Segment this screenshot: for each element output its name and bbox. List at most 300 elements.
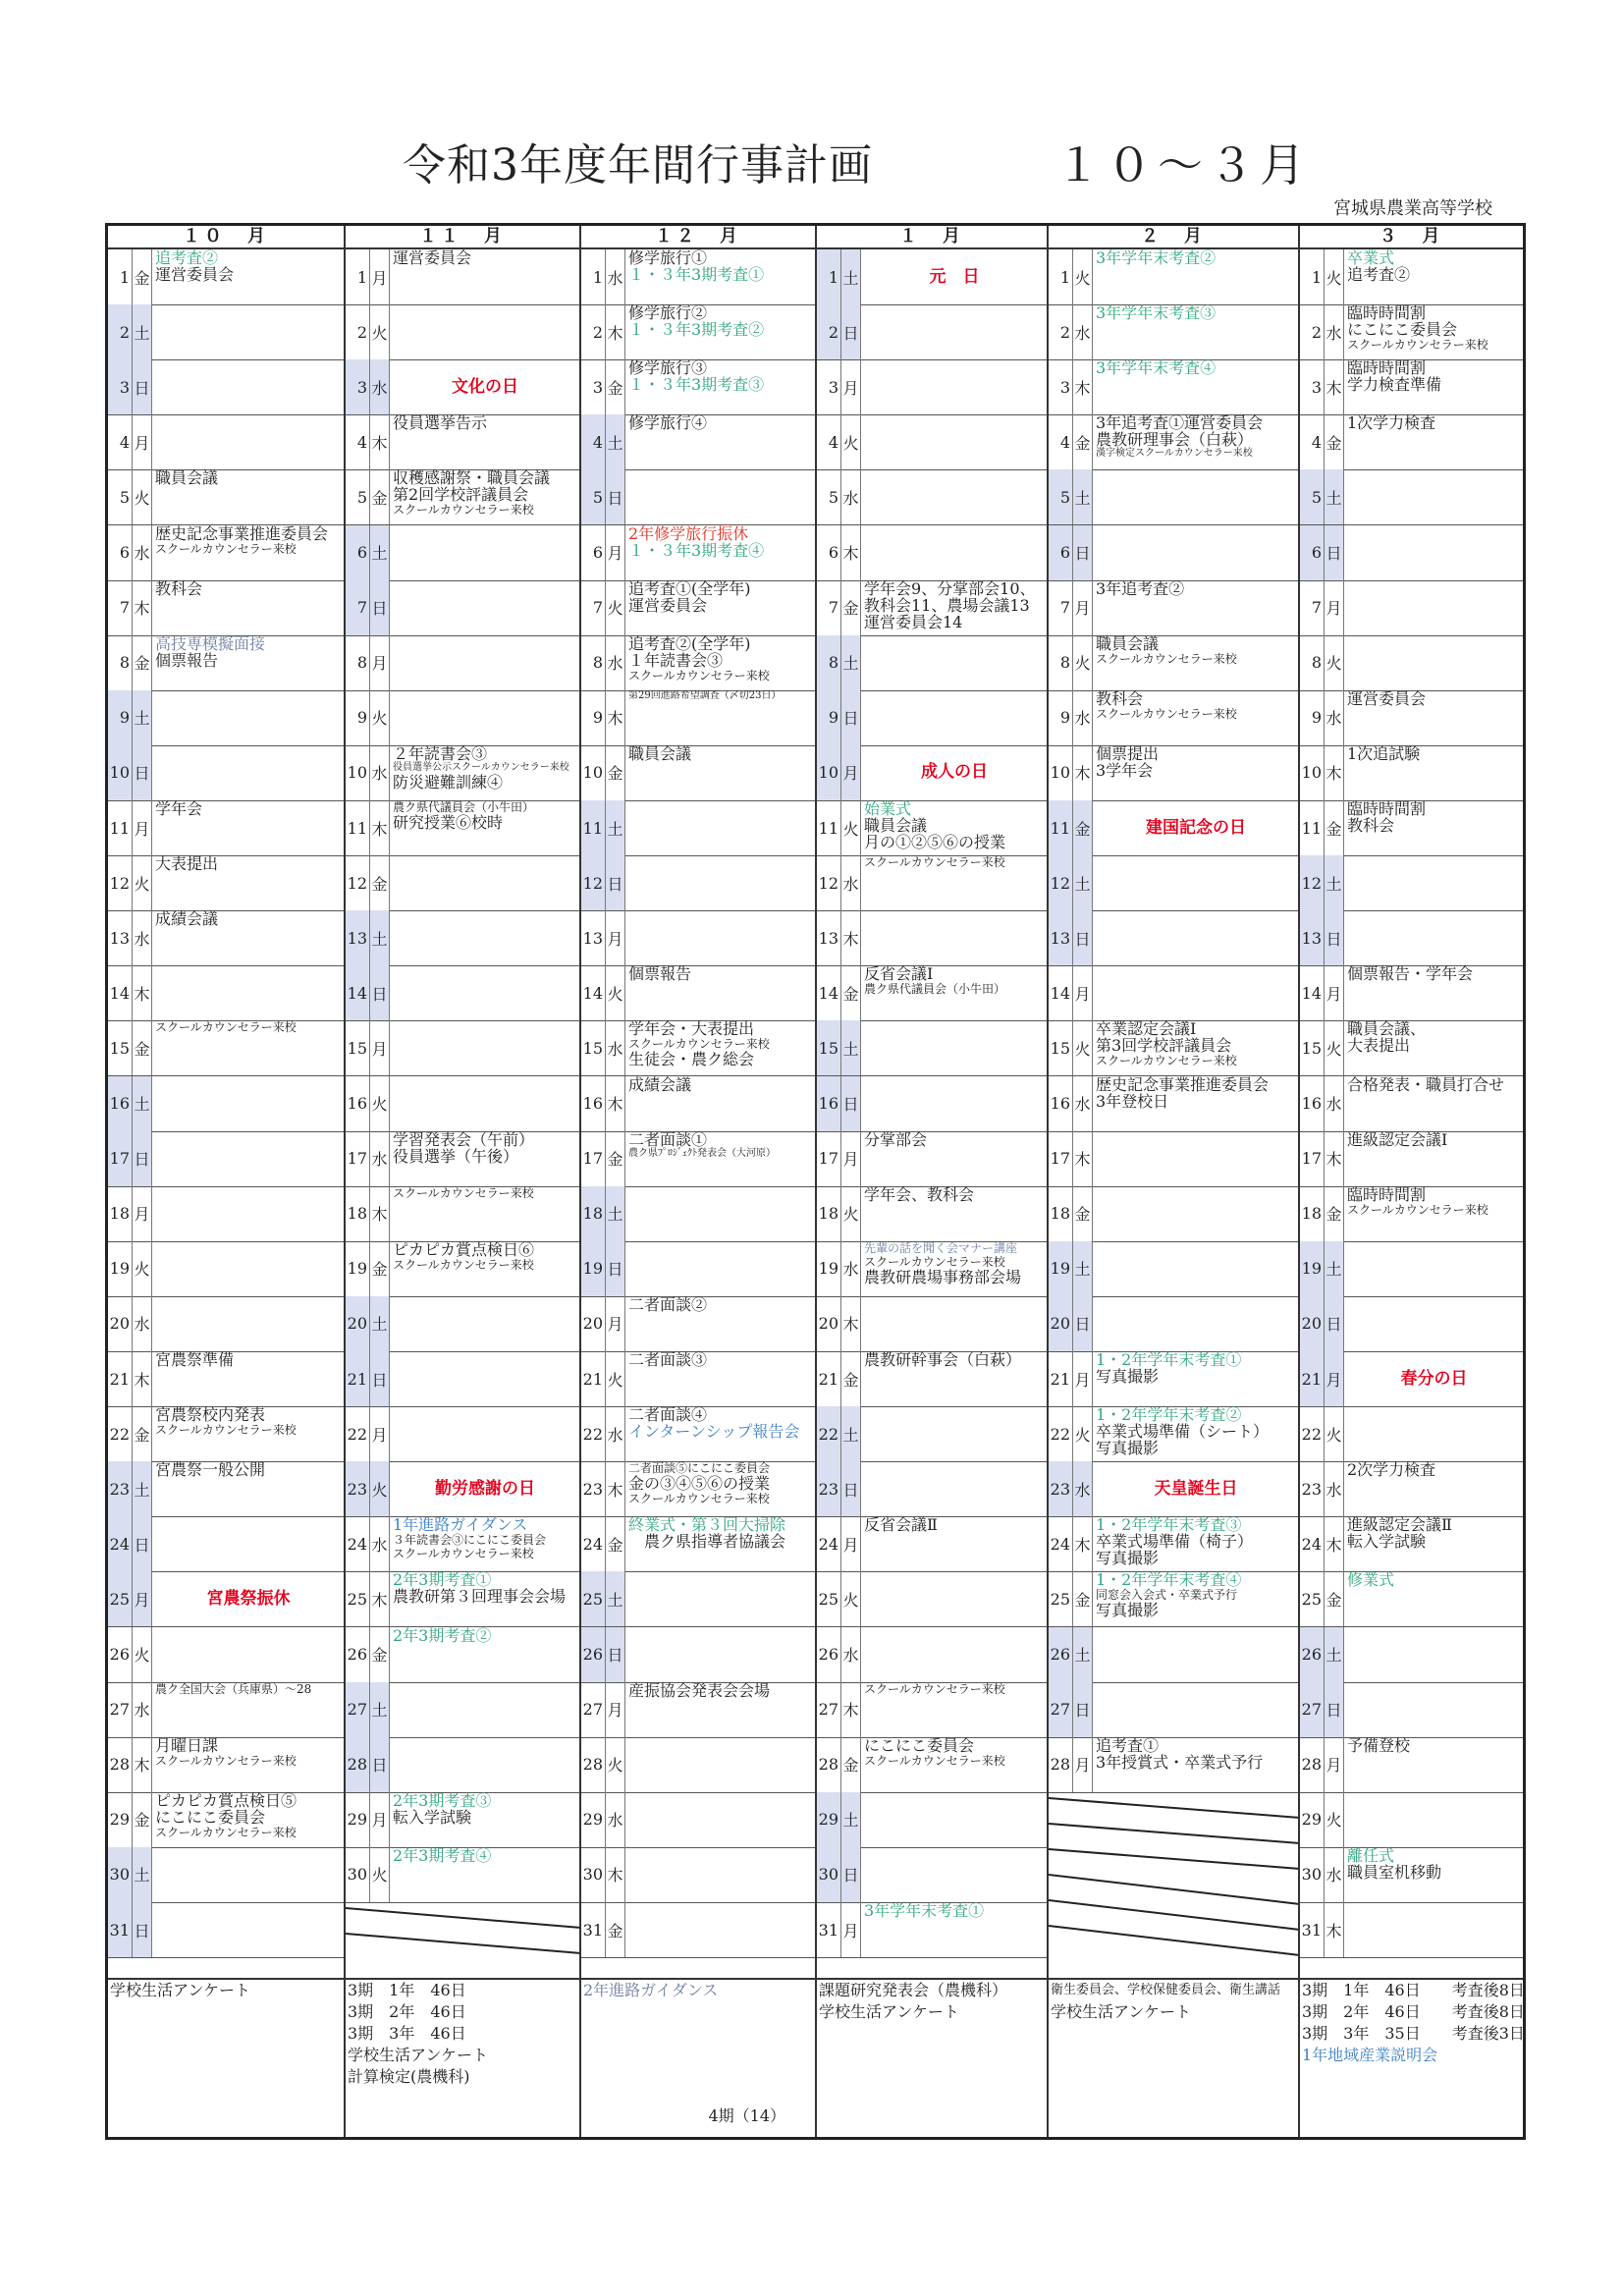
day-events (155, 855, 342, 910)
day-events (628, 1076, 813, 1131)
day-events (393, 800, 577, 855)
event-text: 写真撮影 (1096, 1439, 1160, 1458)
day-events (628, 1682, 813, 1737)
weekday: 金 (133, 249, 152, 304)
event-text: 歴史記念事業推進委員会 (1096, 1075, 1270, 1094)
day-events (628, 1792, 813, 1847)
day-row (346, 1847, 579, 1903)
day-events (628, 1351, 813, 1406)
day-row (346, 1241, 579, 1297)
day-number: 5 (817, 469, 841, 524)
day-number: 20 (1300, 1296, 1325, 1351)
weekday: 金 (606, 359, 625, 414)
day-number: 28 (581, 1737, 606, 1792)
day-row (346, 910, 579, 966)
day-events (628, 745, 813, 800)
weekday: 水 (841, 855, 861, 910)
day-number: 24 (108, 1516, 133, 1571)
event-text: 農ク県指導者協議会 (628, 1532, 786, 1552)
weekday: 月 (133, 1571, 152, 1626)
weekday: 土 (1073, 469, 1093, 524)
weekday: 木 (133, 580, 152, 635)
hatch-line (1049, 1849, 1300, 1869)
day-events (1347, 855, 1521, 910)
event-text: ２年読書会③ (393, 744, 488, 763)
day-row (1049, 469, 1298, 525)
month-column (579, 226, 815, 2137)
event-text: 1次追試験 (1347, 744, 1421, 763)
day-row (108, 1406, 344, 1462)
day-events (393, 359, 577, 414)
day-row (1049, 690, 1298, 746)
hatch-line (1049, 1798, 1300, 1818)
weekday: 日 (606, 1627, 625, 1682)
day-row (817, 1737, 1047, 1793)
hatch-line (1049, 1900, 1300, 1930)
event-text: 運営委員会14 (864, 612, 963, 631)
weekday: 月 (370, 249, 390, 304)
day-number: 9 (1300, 690, 1325, 745)
event-text: にこにこ委員会 (1347, 320, 1458, 340)
weekday: 金 (1325, 414, 1344, 469)
day-number: 17 (346, 1131, 370, 1186)
day-events (628, 690, 813, 745)
event-text: 研究授業⑥校時 (393, 813, 504, 832)
day-row (346, 469, 579, 525)
day-number: 17 (581, 1131, 606, 1186)
note-text: 学校生活アンケート (348, 2046, 489, 2064)
event-text: 職員会議 (1096, 634, 1160, 653)
day-events (1096, 1682, 1296, 1737)
day-number: 12 (346, 855, 370, 910)
day-number: 11 (817, 800, 841, 855)
event-text: スクールカウンセラー来校 (155, 541, 297, 556)
day-events (393, 1020, 577, 1075)
day-row (346, 304, 579, 360)
weekday: 日 (1325, 1682, 1344, 1737)
weekday: 火 (606, 580, 625, 635)
nonexistent-days-hatch (1049, 1792, 1300, 1957)
weekday: 土 (1073, 1627, 1093, 1682)
event-text: 終業式・第３回大掃除 (628, 1516, 786, 1535)
event-text: 二者面談② (628, 1295, 708, 1314)
weekday: 木 (1325, 745, 1344, 800)
day-events (155, 1847, 342, 1902)
weekday: 月 (1073, 1351, 1093, 1406)
day-events (1347, 1571, 1521, 1626)
weekday: 月 (1073, 1737, 1093, 1792)
day-events (1347, 965, 1521, 1020)
day-number: 25 (346, 1571, 370, 1626)
day-events (864, 1627, 1045, 1682)
event-text: 収穫感謝祭・職員会議 (393, 469, 551, 488)
event-text: 第2回学校評議員会 (393, 485, 529, 505)
day-row (346, 1351, 579, 1407)
day-number: 27 (581, 1682, 606, 1737)
day-events (628, 1627, 813, 1682)
day-row (817, 1241, 1047, 1297)
day-events (155, 1682, 342, 1737)
month-column (1047, 226, 1298, 2137)
note-text: 3期 3年 46日 (348, 2024, 466, 2043)
day-events (1347, 1516, 1521, 1571)
day-events (155, 304, 342, 359)
day-row (1300, 910, 1523, 966)
day-events (1096, 1516, 1296, 1571)
day-row (1049, 525, 1298, 581)
day-events (1347, 580, 1521, 635)
weekday: 金 (1325, 1186, 1344, 1241)
day-events (864, 855, 1045, 910)
weekday: 日 (133, 1516, 152, 1571)
weekday: 水 (133, 1296, 152, 1351)
event-text: 離任式 (1347, 1846, 1395, 1865)
day-row (1300, 1406, 1523, 1462)
note-text: 学校生活アンケート (819, 2002, 960, 2021)
day-number: 8 (346, 635, 370, 690)
day-number: 14 (108, 965, 133, 1020)
event-text: 防災避難訓練④ (393, 772, 504, 792)
event-text: 進級認定会議Ⅰ (1347, 1130, 1448, 1149)
event-text: 追考査① (1096, 1736, 1160, 1755)
day-number: 7 (346, 580, 370, 635)
weekday: 火 (370, 1076, 390, 1131)
event-text: 農ク県ﾌﾟﾛｼﾞｪｸﾄ発表会（大河原） (628, 1147, 776, 1159)
day-row (817, 1571, 1047, 1627)
day-number: 18 (1049, 1186, 1073, 1241)
weekday: 日 (1325, 910, 1344, 965)
day-events (155, 1131, 342, 1186)
weekday: 日 (133, 359, 152, 414)
weekday: 水 (606, 1020, 625, 1075)
weekday: 金 (1325, 800, 1344, 855)
month-column (815, 226, 1047, 2137)
event-text: 追考査② (155, 249, 219, 267)
day-number: 28 (1300, 1737, 1325, 1792)
event-text: スクールカウンセラー来校 (864, 1681, 1005, 1696)
weekday: 金 (133, 1020, 152, 1075)
weekday: 土 (1073, 855, 1093, 910)
weekday: 日 (1073, 525, 1093, 580)
day-events (628, 469, 813, 524)
day-number: 21 (817, 1351, 841, 1406)
event-text: 3年学年末考査② (1096, 249, 1217, 267)
day-row (581, 1406, 815, 1462)
month-column (108, 226, 344, 2137)
event-text: 学年会9、分掌部会10、 (864, 579, 1036, 598)
day-row (108, 580, 344, 636)
day-row (108, 745, 344, 801)
day-row (817, 745, 1047, 801)
day-events (393, 635, 577, 690)
day-events (393, 1351, 577, 1406)
day-row (1049, 1571, 1298, 1627)
day-row (581, 1902, 815, 1958)
day-events (1347, 469, 1521, 524)
holiday-label: 天皇誕生日 (1154, 1478, 1238, 1499)
day-row (817, 965, 1047, 1021)
event-text: 農ク県代議員会（小牛田） (864, 982, 1006, 997)
weekday: 木 (370, 1186, 390, 1241)
day-events (155, 1296, 342, 1351)
day-row (346, 1516, 579, 1572)
day-number: 26 (581, 1627, 606, 1682)
event-text: 修業式 (1347, 1571, 1395, 1590)
day-row (1049, 1186, 1298, 1242)
day-events (393, 1627, 577, 1682)
day-number: 14 (346, 965, 370, 1020)
weekday: 水 (1325, 690, 1344, 745)
day-row (108, 965, 344, 1021)
day-number: 27 (346, 1682, 370, 1737)
day-row (1300, 1847, 1523, 1903)
event-text: 生徒会・農ク総会 (628, 1050, 755, 1069)
event-text: 職員会議、 (1347, 1020, 1427, 1039)
event-text: スクールカウンセラー来校 (155, 1753, 297, 1768)
weekday: 木 (606, 690, 625, 745)
day-row (817, 1682, 1047, 1738)
month-header: １０ 月 (108, 226, 344, 249)
event-text: 教科会11、農場会議13 (864, 595, 1030, 615)
day-row (346, 745, 579, 801)
day-number: 25 (581, 1571, 606, 1626)
day-number: 19 (108, 1241, 133, 1296)
event-text: 3年追考査② (1096, 579, 1185, 598)
day-events (1096, 1131, 1296, 1186)
weekday: 月 (370, 1792, 390, 1847)
weekday: 日 (841, 1847, 861, 1902)
weekday: 金 (370, 1627, 390, 1682)
day-events (393, 910, 577, 965)
weekday: 月 (1073, 580, 1093, 635)
weekday: 月 (133, 414, 152, 469)
day-row (1049, 1351, 1298, 1407)
month-column (344, 226, 579, 2137)
hatch-line (346, 1908, 581, 1928)
weekday: 金 (1325, 1571, 1344, 1626)
weekday: 水 (841, 469, 861, 524)
note-text: 衛生委員会、学校保健委員会、衛生講話 (1051, 1983, 1281, 1997)
event-text: 運営委員会 (1347, 689, 1427, 708)
event-text: にこにこ委員会 (864, 1736, 975, 1755)
day-number: 25 (1300, 1571, 1325, 1626)
day-events (628, 1131, 813, 1186)
day-row (817, 910, 1047, 966)
day-row (581, 525, 815, 581)
event-text: 金の③④⑤⑥の授業 (628, 1474, 771, 1494)
day-row (817, 1296, 1047, 1352)
weekday: 月 (370, 635, 390, 690)
weekday: 月 (370, 1020, 390, 1075)
day-number: 13 (346, 910, 370, 965)
day-row (817, 1406, 1047, 1462)
day-row (581, 1020, 815, 1076)
day-events (155, 1461, 342, 1516)
day-events (155, 249, 342, 304)
day-row (817, 1076, 1047, 1132)
day-events (864, 965, 1045, 1020)
weekday: 金 (370, 855, 390, 910)
event-text: 職員会議 (628, 744, 692, 763)
day-events (1347, 1186, 1521, 1241)
day-number: 17 (817, 1131, 841, 1186)
day-row (346, 1682, 579, 1738)
weekday: 火 (841, 1186, 861, 1241)
day-events (1096, 1186, 1296, 1241)
day-number: 16 (1049, 1076, 1073, 1131)
weekday: 土 (1325, 469, 1344, 524)
day-row (1049, 1406, 1298, 1462)
weekday: 火 (841, 414, 861, 469)
event-text: ピカピカ賞点検日⑤ (155, 1791, 298, 1810)
note-text: 3期 2年 46日 (348, 2002, 466, 2021)
day-row (346, 249, 579, 305)
month-header: ２ 月 (1049, 226, 1298, 249)
weekday: 日 (606, 469, 625, 524)
event-text: 成績会議 (155, 910, 219, 929)
day-events (1347, 1902, 1521, 1957)
weekday: 土 (1325, 1241, 1344, 1296)
day-number: 19 (346, 1241, 370, 1296)
day-events (628, 965, 813, 1020)
event-text: スクールカウンセラー来校 (393, 1185, 534, 1200)
day-number: 25 (817, 1571, 841, 1626)
day-row (346, 1296, 579, 1352)
day-row (1300, 690, 1523, 746)
event-text: 先輩の話を聞く会マナー講座 (864, 1240, 1018, 1255)
event-text: 運営委員会 (628, 595, 708, 615)
weekday: 木 (133, 965, 152, 1020)
day-number: 1 (581, 249, 606, 304)
annual-calendar-table (105, 223, 1526, 2140)
day-number: 2 (346, 304, 370, 359)
day-events (1347, 1792, 1521, 1847)
day-number: 4 (581, 414, 606, 469)
day-number: 11 (1300, 800, 1325, 855)
event-text: 二者面談⑤にこにこ委員会 (628, 1461, 771, 1476)
weekday: 金 (133, 1792, 152, 1847)
day-events (864, 745, 1045, 800)
day-events (155, 1902, 342, 1957)
event-text: 写真撮影 (1096, 1367, 1160, 1386)
day-events (1096, 745, 1296, 800)
event-text: 個票報告 (155, 650, 219, 670)
day-row (108, 1351, 344, 1407)
weekday: 日 (841, 304, 861, 359)
day-events (155, 965, 342, 1020)
day-number: 21 (346, 1351, 370, 1406)
day-number: 5 (1300, 469, 1325, 524)
weekday: 月 (841, 1902, 861, 1957)
weekday: 金 (841, 965, 861, 1020)
day-row (1300, 745, 1523, 801)
day-row (581, 910, 815, 966)
day-events (1347, 414, 1521, 469)
event-text: ピカピカ賞点検日⑥ (393, 1240, 535, 1259)
event-text: 転入学試験 (1347, 1532, 1427, 1552)
event-text: 1年進路ガイダンス (393, 1516, 528, 1535)
day-row (346, 800, 579, 856)
event-text: 職員会議 (155, 469, 219, 488)
day-events (864, 1076, 1045, 1131)
weekday: 金 (370, 1241, 390, 1296)
event-text: スクールカウンセラー来校 (864, 1254, 1005, 1269)
weekday: 火 (1325, 635, 1344, 690)
day-number: 14 (1049, 965, 1073, 1020)
event-text: 教科会 (1347, 816, 1395, 835)
day-row (581, 1516, 815, 1572)
day-row (108, 1241, 344, 1297)
day-events (1347, 800, 1521, 855)
day-row (817, 304, 1047, 360)
day-events (628, 1020, 813, 1075)
weekday: 金 (1073, 1571, 1093, 1626)
day-events (628, 800, 813, 855)
event-text: 個票報告 (628, 965, 692, 984)
weekday: 日 (370, 580, 390, 635)
day-row (581, 745, 815, 801)
day-row (1049, 249, 1298, 305)
day-events (1347, 525, 1521, 580)
day-number: 12 (581, 855, 606, 910)
day-events (864, 1902, 1045, 1957)
day-number: 22 (581, 1406, 606, 1461)
day-row (1049, 1020, 1298, 1076)
weekday: 火 (841, 1571, 861, 1626)
weekday: 水 (841, 1627, 861, 1682)
weekday: 木 (841, 1296, 861, 1351)
day-events (155, 1406, 342, 1461)
day-row (1300, 635, 1523, 691)
day-events (393, 304, 577, 359)
weekday: 日 (841, 1076, 861, 1131)
day-row (1049, 635, 1298, 691)
day-number: 8 (817, 635, 841, 690)
day-number: 19 (581, 1241, 606, 1296)
day-row (1300, 304, 1523, 360)
event-text: 学年会、教科会 (864, 1185, 975, 1204)
day-number: 15 (1300, 1020, 1325, 1075)
day-row (581, 359, 815, 415)
day-row (346, 580, 579, 636)
day-number: 4 (346, 414, 370, 469)
weekday: 水 (1073, 304, 1093, 359)
day-row (1300, 1020, 1523, 1076)
day-events (155, 525, 342, 580)
weekday: 火 (1073, 1406, 1093, 1461)
day-number: 23 (1049, 1461, 1073, 1516)
day-row (817, 635, 1047, 691)
holiday-label: 元 日 (929, 266, 980, 287)
day-events (864, 414, 1045, 469)
day-events (628, 414, 813, 469)
event-text: 教科会 (1096, 689, 1144, 708)
event-text: 卒業認定会議Ⅰ (1096, 1020, 1197, 1039)
day-row (108, 1186, 344, 1242)
day-events (1096, 1461, 1296, 1516)
event-text: スクールカウンセラー来校 (1096, 706, 1237, 721)
weekday: 月 (370, 1406, 390, 1461)
day-number: 24 (581, 1516, 606, 1571)
day-number: 23 (346, 1461, 370, 1516)
note-text: 3期 1年 46日 (348, 1981, 466, 1999)
month-notes (817, 1978, 1047, 2137)
day-row (581, 1571, 815, 1627)
day-row (1300, 800, 1523, 856)
day-number: 6 (108, 525, 133, 580)
day-row (346, 1186, 579, 1242)
day-events (1347, 249, 1521, 304)
